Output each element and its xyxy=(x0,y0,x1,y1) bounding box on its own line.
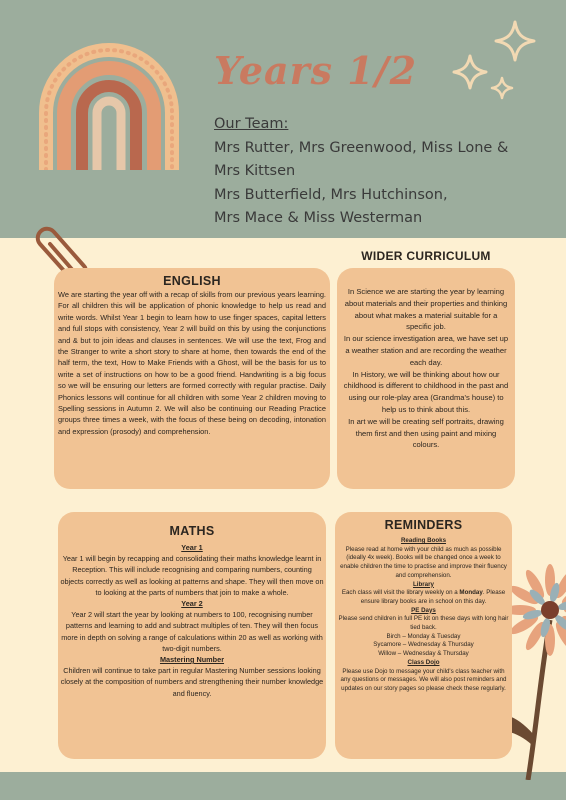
page-title: Years 1/2 xyxy=(214,48,418,93)
team-line: Mrs Rutter, Mrs Greenwood, Miss Lone & xyxy=(214,139,509,156)
team-section xyxy=(214,113,559,231)
sparkle-icon xyxy=(448,20,538,110)
reminders-box xyxy=(335,512,512,759)
maths-year2-heading: Year 2 xyxy=(181,599,203,609)
team-line: Mrs Mace & Miss Westerman xyxy=(214,210,423,226)
reading-books-heading: Reading Books xyxy=(400,537,447,544)
maths-year1-text: Year 1 will begin by recapping and consolidating their maths knowledge learnt in Reception. This will include recognising and comparing numbers, counting objects correctly as well as looking at patterns and shape. They will then move on to looking at the parts of numbers that join to make a whole. xyxy=(60,554,324,597)
pe-days-text: Please send children in full PE kit on these days with long hair tied back. xyxy=(338,615,509,632)
class-dojo-text: Please use Dojo to message your child's class teacher with any questions or messages. We will also post reminders and updates on our story pages so please check these regularly. xyxy=(340,667,507,692)
library-text xyxy=(338,589,509,606)
library-day: Monday xyxy=(459,589,483,597)
maths-content xyxy=(60,542,324,699)
pe-day-item: Birch – Monday & Tuesday xyxy=(386,632,461,640)
library-heading: Library xyxy=(413,580,434,588)
maths-box xyxy=(58,512,326,759)
pe-day-item: Willow – Wednesday & Thursday xyxy=(378,650,469,658)
reminders-content xyxy=(338,537,509,694)
reminders-title: REMINDERS xyxy=(384,518,463,532)
english-text: We are starting the year off with a recap of skills from our previous years learning. For all children this will be application of phonic knowledge to help us read and write words. Whilst Year 1 begin to learn how to use finger spaces, capital letters and full stops with consistency, Year 2 will build on this by using the conjunctions and & but to join ideas and clauses in sentences. We will use the text, Frog and the Stranger to write a short story to share at home, then towards the end of the half term, the text, How to Make Friends with a Ghost, will be the basis for us to write a set of instructions on how to be a good friend. Handwriting is a big focus so we will be ensuring our letters are formed correctly with regular practise. Daily Phonics lessons will continue for all children with some Year 2 children moving to Spelling sessions in Autumn 2. We will also be continuing our Reading Practice groups three times a week, with the focus of these being on decoding, intonation and expression (prosody) and comprehension. xyxy=(58,290,326,436)
wider-curriculum-text xyxy=(343,286,509,451)
maths-year1-heading: Year 1 xyxy=(181,543,203,552)
wider-paragraph: In Science we are starting the year by learning about materials and their properties and thinking about what makes a material suitable for a specific job. xyxy=(344,287,508,332)
maths-mastering-text: Children will continue to take part in regular Mastering Number sessions looking closely at the composition of numbers and strengthening their number knowledge and fluency. xyxy=(60,666,324,698)
team-line: Mrs Kittsen xyxy=(214,163,296,179)
library-text-after: . Please ensure library books are in school on this day. xyxy=(360,589,506,605)
class-dojo-heading: Class Dojo xyxy=(407,658,440,666)
footer-band xyxy=(0,772,566,800)
wider-paragraph: In our science investigation area, we have set up a weather station and are recording the weather each day. xyxy=(343,334,509,367)
maths-year2-text: Year 2 will start the year by looking at numbers to 100, recognising number patterns and learning to add and subtract multiples of ten. They will then focus more in depth on solving a range of calculations within 20 as well as working with two-digit numbers. xyxy=(61,610,323,653)
pe-day-item: Sycamore – Wednesday & Thursday xyxy=(373,641,474,649)
maths-mastering-heading: Mastering Number xyxy=(159,655,225,665)
pe-days-heading: PE Days xyxy=(411,606,436,614)
english-box xyxy=(54,268,330,489)
maths-title: MATHS xyxy=(169,524,215,538)
team-heading: Our Team: xyxy=(214,116,289,132)
library-text-before: Each class will visit the library weekly on a xyxy=(341,589,460,597)
team-line: Mrs Butterfield, Mrs Hutchinson, xyxy=(214,186,448,203)
english-title: ENGLISH xyxy=(163,274,221,288)
wider-paragraph: In art we will be creating self portraits, drawing them first and then using paint and mixing colours. xyxy=(348,416,504,450)
reading-books-text: Please read at home with your child as much as possible (ideally 4x week). Books will be changed once a week to enable children the time to practise and improve their fluency and comprehension. xyxy=(340,545,507,579)
wider-curriculum-box xyxy=(337,268,515,489)
rainbow-icon xyxy=(34,38,184,170)
wider-paragraph: In History, we will be thinking about how our childhood is different to childhood in the past and using our role-play area (Grandma's house) to help us to think about this. xyxy=(343,369,509,414)
wider-curriculum-title: WIDER CURRICULUM xyxy=(361,249,491,263)
